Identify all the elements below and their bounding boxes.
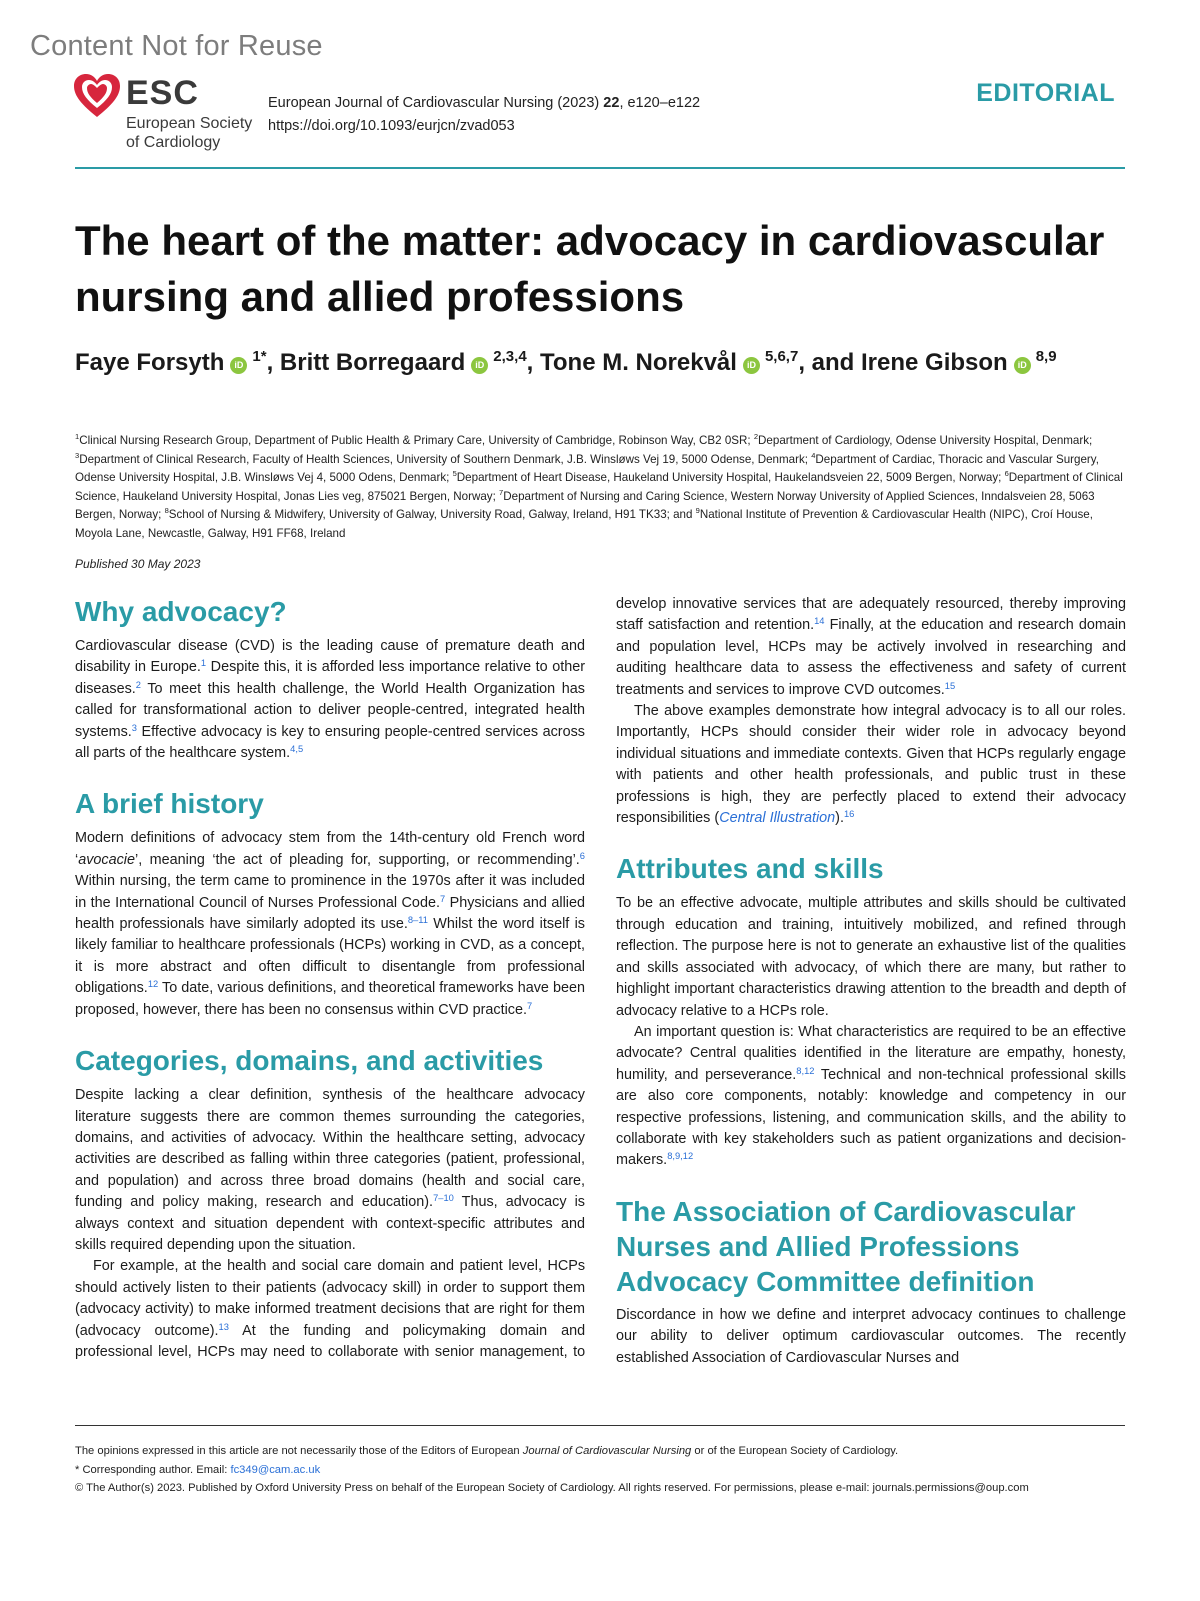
citation-ref[interactable]: 8,12 <box>796 1065 815 1076</box>
author-affiliation-ref: 2,3,4 <box>493 348 527 365</box>
article-type-label: EDITORIAL <box>976 79 1115 107</box>
citation-ref[interactable]: 6 <box>579 850 585 861</box>
author-name: Tone M. Norekvål <box>540 349 737 376</box>
section-heading-history: A brief history <box>75 788 264 820</box>
citation-ref[interactable]: 8–11 <box>407 915 428 926</box>
section-heading-association: The Association of Cardiovascular Nurses and Allied Professions Advocacy Committee definition <box>616 1195 1076 1297</box>
left-column <box>75 594 585 1363</box>
section-heading-why: Why advocacy? <box>75 596 287 627</box>
paragraph: Despite lacking a clear definition, synthesis of the healthcare advocacy literature suggests there are common themes surrounding the categories, domains, and activities of advocacy. Within the healthcare setting, advocacy activities are described as falling within three categories (patient, professional, and population) and across three broad domains (health and social care, funding and policy making, research and education).$^{7-10}$ Thus, advocacy is always context and situation dependent with context-specific attributes and skills required depending upon the situation. <box>75 1087 586 1253</box>
paragraph: Cardiovascular disease (CVD) is the leading cause of premature death and disability in Europe.$^1$ Despite this, it is afforded less importance relative to other diseases.$^2$ To meet this health challenge, the World Health Organization has called for transformational action to deliver people-centred, integrated health systems.$^3$ Effective advocacy is key to ensuring people-centred services across all parts of the healthcare system.$^{4,5}$ <box>75 638 585 762</box>
section-heading-attributes: Attributes and skills <box>616 853 884 885</box>
journal-doi[interactable]: https://doi.org/10.1093/eurjcn/zvad053 <box>268 118 515 134</box>
citation-ref[interactable]: 2 <box>135 679 141 690</box>
section-heading-categories: Categories, domains, and activities <box>75 1045 544 1077</box>
right-column <box>616 594 1126 1369</box>
journal-citation: European Journal of Cardiovascular Nursing (2023) 22, e120–e122 <box>268 95 701 111</box>
citation-ref[interactable]: 13 <box>218 1321 229 1332</box>
heart-logo-icon <box>72 72 122 120</box>
author-name: Britt Borregaard <box>279 349 466 376</box>
citation-ref[interactable]: 12 <box>147 979 159 990</box>
citation-ref[interactable]: 4,5 <box>290 744 304 755</box>
orcid-icon[interactable]: iD <box>471 357 488 374</box>
paragraph-continued: develop innovative services that are adequately resourced, thereby improving staff satisfaction and retention.$^{14}$ Finally, at the education and research domain and population level, HCPs may be actively involved in researching and auditing healthcare data to assess the effectiveness and safety of current treatments and services to improve CVD outcomes.$^{15}$ <box>616 596 1127 698</box>
paragraph: Modern definitions of advocacy stem from the 14th-century old French word ‘avocacie’, meaning ‘the act of pleading for, supporting, or recommending’.$^6$ Within nursing, the term came to prominence in the 1970s after it was included in the International Council of Nurses Professional Code.$^7$ Physicians and allied health professionals have similarly adopted its use.$^{8-11}$ Whilst the word itself is likely familiar to healthcare professionals (HCPs) working in CVD, as a concept, it is more abstract and often difficult to disentangle from professional obligations.$^{12}$ To date, various definitions, and theoretical frameworks have been proposed, however, there has been no consensus within CVD practice.$^7$ <box>75 830 585 1018</box>
paragraph: To be an effective advocate, multiple attributes and skills should be cultivated through education and training, intuitively mobilized, and refined through reflection. The purpose here is not to generate an exhaustive list of the qualities and skills associated with advocacy, of which there are many, but rather to highlight important characteristics drawing attention to the breadth and depth of advocacy relative to a HCPs role. <box>616 895 1126 1019</box>
author-list: Faye Forsyth iD $^{1*}$, Britt Borregaard iD $^{2,3,4}$, Tone M. Norekvål iD $^{5,6,7}$, and Irene Gibson iD $^{8,9}$ <box>75 348 1057 376</box>
citation-ref[interactable]: 7 <box>439 893 446 904</box>
paragraph: An important question is: What characteristics are required to be an effective advocate? Central qualities identified in the literature are empathy, honesty, humility, and perseverance.$^{8,12}$ Technical and non-technical professional skills are also core components, notably: knowledge and competency in our respective professions, listening, and communication skills, and the ability to collaborate with key stakeholders such as patient organizations and decision-makers.$^{8,9,12}$ <box>616 1023 1126 1169</box>
copyright: © The Author(s) 2023. Published by Oxford University Press on behalf of the European Society of Cardiology. All rights reserved. For permissions, please e-mail: journals.permissions@oup.com <box>75 1482 1029 1494</box>
opinion-disclaimer: The opinions expressed in this article are not necessarily those of the Editors of European Journal of Cardiovascular Nursing or of the European Society of Cardiology. <box>75 1445 899 1457</box>
affiliations: $^1$Clinical Nursing Research Group, Department of Public Health & Primary Care, University of Cambridge, Robinson Way, CB2 0SR; $^2$Department of Cardiology, Odense University Hospital, Denmark; $^3$Department of Clinical Research, Faculty of Health Sciences, University of Southern Denmark, J.B. Winsløws Vej 19, 5000 Odense, Denmark; $^4$Department of Cardiac, Thoracic and Vascular Surgery, Odense University Hospital, J.B. Winsløws Vej 4, 5000 Odens, Denmark; $^5$Department of Heart Disease, Haukeland University Hospital, Haukelandsveien 22, 5009 Bergen, Norway; $^6$Department of Clinical Science, Haukeland University Hospital, Jonas Lies veg, 875021 Bergen, Norway; $^7$Department of Nursing and Caring Science, Western Norway University of Applied Sciences, Inndalsveien 28, 5063 Bergen, Norway; $^8$School of Nursing & Midwifery, University of Galway, University Road, Galway, Ireland, H91 TK33; and $^9$National Institute of Prevention & Cardiovascular Health (NIPC), Croí House, Moyola Lane, Newcastle, Galway, H91 FF68, Ireland <box>75 432 1123 540</box>
header-divider <box>75 167 1125 169</box>
citation-ref[interactable]: 14 <box>814 616 825 627</box>
citation-ref[interactable]: 16 <box>843 809 855 820</box>
logo-org-line2: of Cardiology <box>126 134 221 151</box>
email-link[interactable]: fc349@cam.ac.uk <box>230 1463 321 1476</box>
author-affiliation-ref: 8,9 <box>1035 348 1057 365</box>
footer-divider <box>75 1425 1125 1426</box>
citation-ref[interactable]: 7 <box>526 1000 533 1011</box>
citation-ref[interactable]: 15 <box>944 680 956 691</box>
citation-ref[interactable]: 7–10 <box>433 1193 454 1204</box>
author-name: Faye Forsyth <box>75 349 225 376</box>
journal-reference <box>268 92 700 138</box>
citation-ref[interactable]: 8,9,12 <box>667 1151 694 1162</box>
article-title: The heart of the matter: advocacy in cardiovascular nursing and allied professions <box>75 217 1105 320</box>
paragraph: Discordance in how we define and interpret advocacy continues to challenge our ability to deliver optimum cardiovascular outcomes. The recently established Association of Cardiovascular Nurses and <box>616 1306 1126 1366</box>
citation-ref[interactable]: 3 <box>131 722 137 733</box>
author-affiliation-ref: 1* <box>252 348 267 365</box>
figure-link[interactable]: Central Illustration <box>719 810 836 827</box>
logo-org <box>126 114 252 152</box>
author-affiliation-ref: 5,6,7 <box>764 348 799 365</box>
paragraph: The above examples demonstrate how integral advocacy is to all our roles. Importantly, HCPs should consider their wider role in advocacy beyond individual situations and immediate contexts. Given that HCPs regularly engage with patients and other health professionals, and public trust in these professions is high, they are perfectly placed to extend their advocacy responsibilities (Central Illustration).$^{16}$ <box>616 703 1126 827</box>
author-name: Irene Gibson <box>861 349 1008 376</box>
esc-logo <box>72 72 262 152</box>
paragraph: For example, at the health and social care domain and patient level, HCPs should actively listen to their patients (advocacy skill) in order to support them (advocacy activity) to make informed treatment decisions that are right for them (advocacy outcome).$^{13}$ At the funding and policymaking domain and professional level, HCPs may need to collaborate with senior management, to <box>75 1258 586 1360</box>
orcid-icon[interactable]: iD <box>230 357 247 374</box>
orcid-icon[interactable]: iD <box>743 357 760 374</box>
logo-name: ESC <box>126 74 199 112</box>
watermark: Content Not for Reuse <box>30 30 323 62</box>
footnotes <box>75 1442 1125 1498</box>
orcid-icon[interactable]: iD <box>1014 357 1031 374</box>
corresponding-author: * Corresponding author. Email: fc349@cam.ac.uk <box>75 1463 321 1476</box>
published-date: Published 30 May 2023 <box>75 557 201 571</box>
logo-org-line1: European Society <box>126 115 253 132</box>
citation-ref[interactable]: 1 <box>200 658 207 669</box>
